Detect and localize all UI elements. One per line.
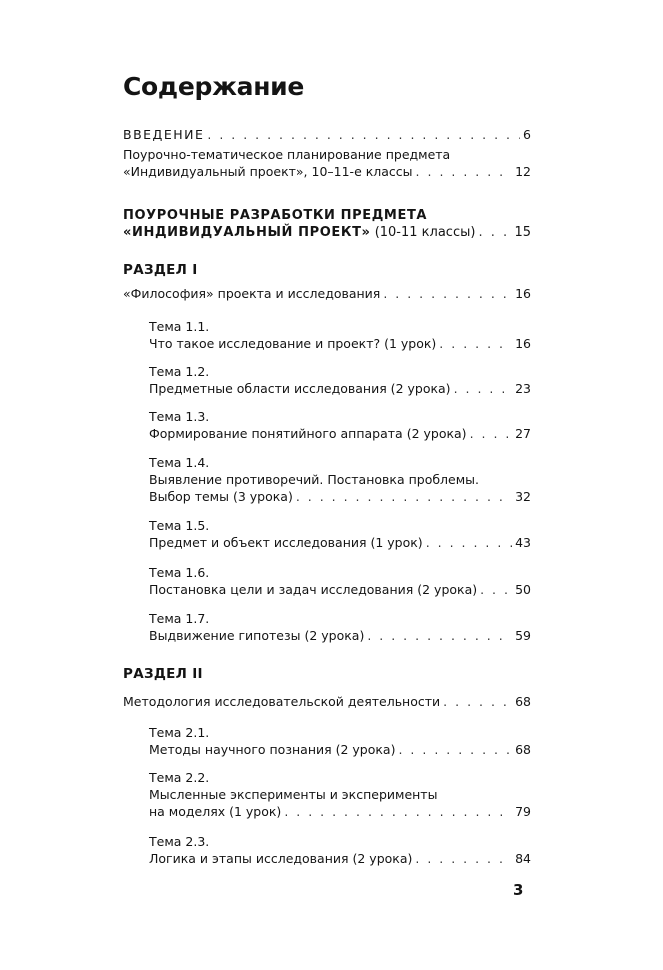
topic-text: Предмет и объект исследования (1 урок): [149, 535, 423, 550]
toc-topic-1-4[interactable]: [149, 454, 531, 505]
toc-entry-lessons[interactable]: [123, 207, 531, 241]
entry-text-line1: Поурочно-тематическое планирование предмета: [123, 147, 451, 162]
page-ref: 79: [515, 804, 531, 819]
toc-entry-intro[interactable]: [123, 126, 531, 143]
page-ref: 16: [515, 336, 531, 351]
entry-text-bold: «ИНДИВИДУАЛЬНЫЙ ПРОЕКТ»: [123, 225, 371, 240]
topic-label: Тема 1.5.: [149, 518, 210, 533]
topic-label: Тема 2.3.: [149, 834, 210, 849]
page-ref: 84: [515, 851, 531, 866]
topic-text: Постановка цели и задач исследования (2 урока): [149, 582, 478, 597]
dot-leader: [470, 425, 513, 442]
page-ref: 59: [515, 628, 531, 643]
page-ref: 12: [515, 164, 531, 179]
page-ref: 68: [515, 742, 531, 757]
topic-text: Предметные области исследования (2 урока): [149, 381, 451, 396]
dot-leader: [416, 163, 513, 180]
toc-topic-2-1[interactable]: [149, 724, 531, 758]
page-ref: 15: [514, 225, 531, 240]
topic-text-line1: Мысленные эксперименты и эксперименты: [149, 787, 438, 802]
topic-text: Формирование понятийного аппарата (2 урока): [149, 426, 467, 441]
topic-label: Тема 1.2.: [149, 364, 210, 379]
topic-label: Тема 2.1.: [149, 725, 210, 740]
dot-leader: [454, 380, 513, 397]
toc-topic-1-3[interactable]: [149, 408, 531, 442]
dot-leader: [207, 126, 520, 143]
toc-topic-2-3[interactable]: [149, 833, 531, 867]
topic-text: Что такое исследование и проект? (1 урок): [149, 336, 437, 351]
topic-label: Тема 2.2.: [149, 770, 210, 785]
topic-text: Логика и этапы исследования (2 урока): [149, 851, 413, 866]
toc-topic-2-2[interactable]: [149, 769, 531, 820]
dot-leader: [398, 741, 512, 758]
entry-text-rest: (10-11 классы): [370, 225, 476, 240]
page-ref: 68: [515, 694, 531, 709]
topic-label: Тема 1.3.: [149, 409, 210, 424]
dot-leader: [480, 581, 512, 598]
topic-label: Тема 1.1.: [149, 319, 210, 334]
page-ref: 16: [515, 286, 531, 301]
toc-topic-1-2[interactable]: [149, 363, 531, 397]
page-ref: 32: [515, 489, 531, 504]
entry-text: Методология исследовательской деятельности: [123, 694, 441, 709]
page-ref: 27: [515, 426, 531, 441]
page-ref: 50: [515, 582, 531, 597]
dot-leader: [426, 534, 512, 551]
entry-text-line1: ПОУРОЧНЫЕ РАЗРАБОТКИ ПРЕДМЕТА: [123, 208, 428, 223]
dot-leader: [415, 850, 512, 867]
topic-text: Выбор темы (3 урока): [149, 489, 293, 504]
page-ref: 23: [515, 381, 531, 396]
topic-text: на моделях (1 урок): [149, 804, 282, 819]
dot-leader: [383, 285, 512, 302]
entry-text: «Философия» проекта и исследования: [123, 286, 381, 301]
dot-leader: [439, 335, 512, 352]
page-number: 3: [513, 881, 524, 899]
dot-leader: [296, 488, 512, 505]
toc-topic-1-7[interactable]: [149, 610, 531, 644]
toc-topic-1-1[interactable]: [149, 318, 531, 352]
toc-topic-1-5[interactable]: [149, 517, 531, 551]
dot-leader: [478, 224, 511, 241]
topic-text: Выдвижение гипотезы (2 урока): [149, 628, 365, 643]
dot-leader: [443, 693, 512, 710]
page-ref: 43: [515, 535, 531, 550]
toc-entry-planning[interactable]: [123, 146, 531, 180]
toc-entry-section2[interactable]: [123, 693, 531, 710]
section-heading-2: РАЗДЕЛ II: [123, 666, 203, 682]
topic-text-line1: Выявление противоречий. Постановка проблемы.: [149, 472, 479, 487]
page-ref: 6: [523, 127, 531, 142]
topic-label: Тема 1.6.: [149, 565, 210, 580]
topic-text: Методы научного познания (2 урока): [149, 742, 396, 757]
page-title: Содержание: [123, 72, 305, 101]
entry-text: ВВЕДЕНИЕ: [123, 127, 205, 142]
toc-topic-1-6[interactable]: [149, 564, 531, 598]
topic-label: Тема 1.4.: [149, 455, 210, 470]
topic-label: Тема 1.7.: [149, 611, 210, 626]
dot-leader: [284, 803, 512, 820]
toc-entry-section1[interactable]: [123, 285, 531, 302]
section-heading-1: РАЗДЕЛ I: [123, 262, 198, 278]
dot-leader: [367, 627, 512, 644]
entry-text: «Индивидуальный проект», 10–11-е классы: [123, 164, 413, 179]
